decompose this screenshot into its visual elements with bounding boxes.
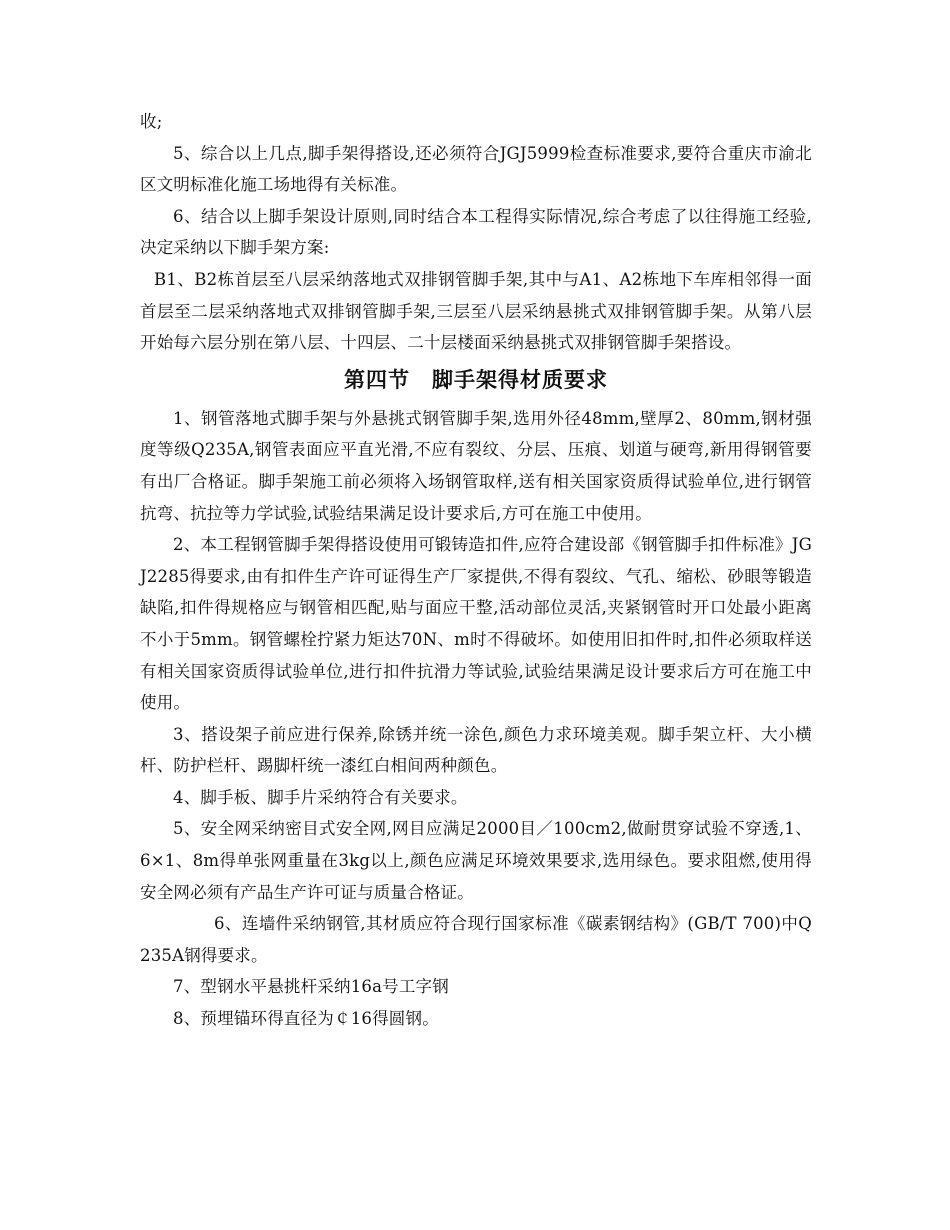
material-item-5: 5、安全网采纳密目式安全网,网目应满足2000目／100cm2,做耐贯穿试验不穿透,1、6×1、8m得单张网重量在3kg以上,颜色应满足环境效果要求,选用绿色。要求阻燃,使用得安全网必须有产品生产许可证与质量合格证。	[140, 819, 812, 902]
material-item-3: 3、搭设架子前应进行保养,除锈并统一涂色,颜色力求环境美观。脚手架立杆、大小横杆、防护栏杆、踢脚杆统一漆红白相间两种颜色。	[140, 724, 812, 776]
section-title: 第四节 脚手架得材质要求	[344, 367, 608, 392]
document-body	[140, 106, 812, 1035]
material-item-8: 8、预埋锚环得直径为￠16得圆钢。	[173, 1009, 439, 1029]
material-item-1: 1、钢管落地式脚手架与外悬挑式钢管脚手架,选用外径48mm,壁厚2、80mm,钢材强度等级Q235A,钢管表面应平直光滑,不应有裂纹、分层、压痕、划道与硬弯,新用得钢管要有出厂合格证。脚手架施工前必须将入场钢管取样,送有相关国家资质得试验单位,进行钢管抗弯、抗拉等力学试验,试验结果满足设计要求后,方可在施工中使用。	[140, 408, 812, 523]
material-item-2: 2、本工程钢管脚手架得搭设使用可锻铸造扣件,应符合建设部《钢管脚手扣件标准》JGJ2285得要求,由有扣件生产许可证得生产厂家提供,不得有裂纹、气孔、缩松、砂眼等锻造缺陷,扣件得规格应与钢管相匹配,贴与面应干整,活动部位灵活,夹紧钢管时开口处最小距离不小于5mm。钢管螺栓拧紧力矩达70N、m时不得破坏。如使用旧扣件时,扣件必须取样送有相关国家资质得试验单位,进行扣件抗滑力等试验,试验结果满足设计要求后方可在施工中使用。	[140, 535, 812, 713]
paragraph-continuation: 收;	[140, 112, 163, 131]
paragraph-scaffold-plan: B1、B2栋首层至八层采纳落地式双排钢管脚手架,其中与A1、A2栋地下车库相邻得一面首层至二层采纳落地式双排钢管脚手架,三层至八层采纳悬挑式双排钢管脚手架。从第八层开始每六层分别在第八层、十四层、二十层楼面采纳悬挑式双排钢管脚手架搭设。	[140, 269, 812, 353]
material-item-6: 6、连墙件采纳钢管,其材质应符合现行国家标准《碳素钢结构》(GB/T 700)中Q235A钢得要求。	[140, 914, 812, 965]
paragraph-item-6: 6、结合以上脚手架设计原则,同时结合本工程得实际情况,综合考虑了以往得施工经验,决定采纳以下脚手架方案:	[140, 206, 812, 258]
material-item-7: 7、型钢水平悬挑杆采纳16a号工字钢	[173, 977, 449, 997]
material-item-4: 4、脚手板、脚手片采纳符合有关要求。	[173, 787, 468, 807]
paragraph-item-5: 5、综合以上几点,脚手架得搭设,还必须符合JGJ5999检查标准要求,要符合重庆市渝北区文明标准化施工场地得有关标准。	[140, 143, 812, 195]
